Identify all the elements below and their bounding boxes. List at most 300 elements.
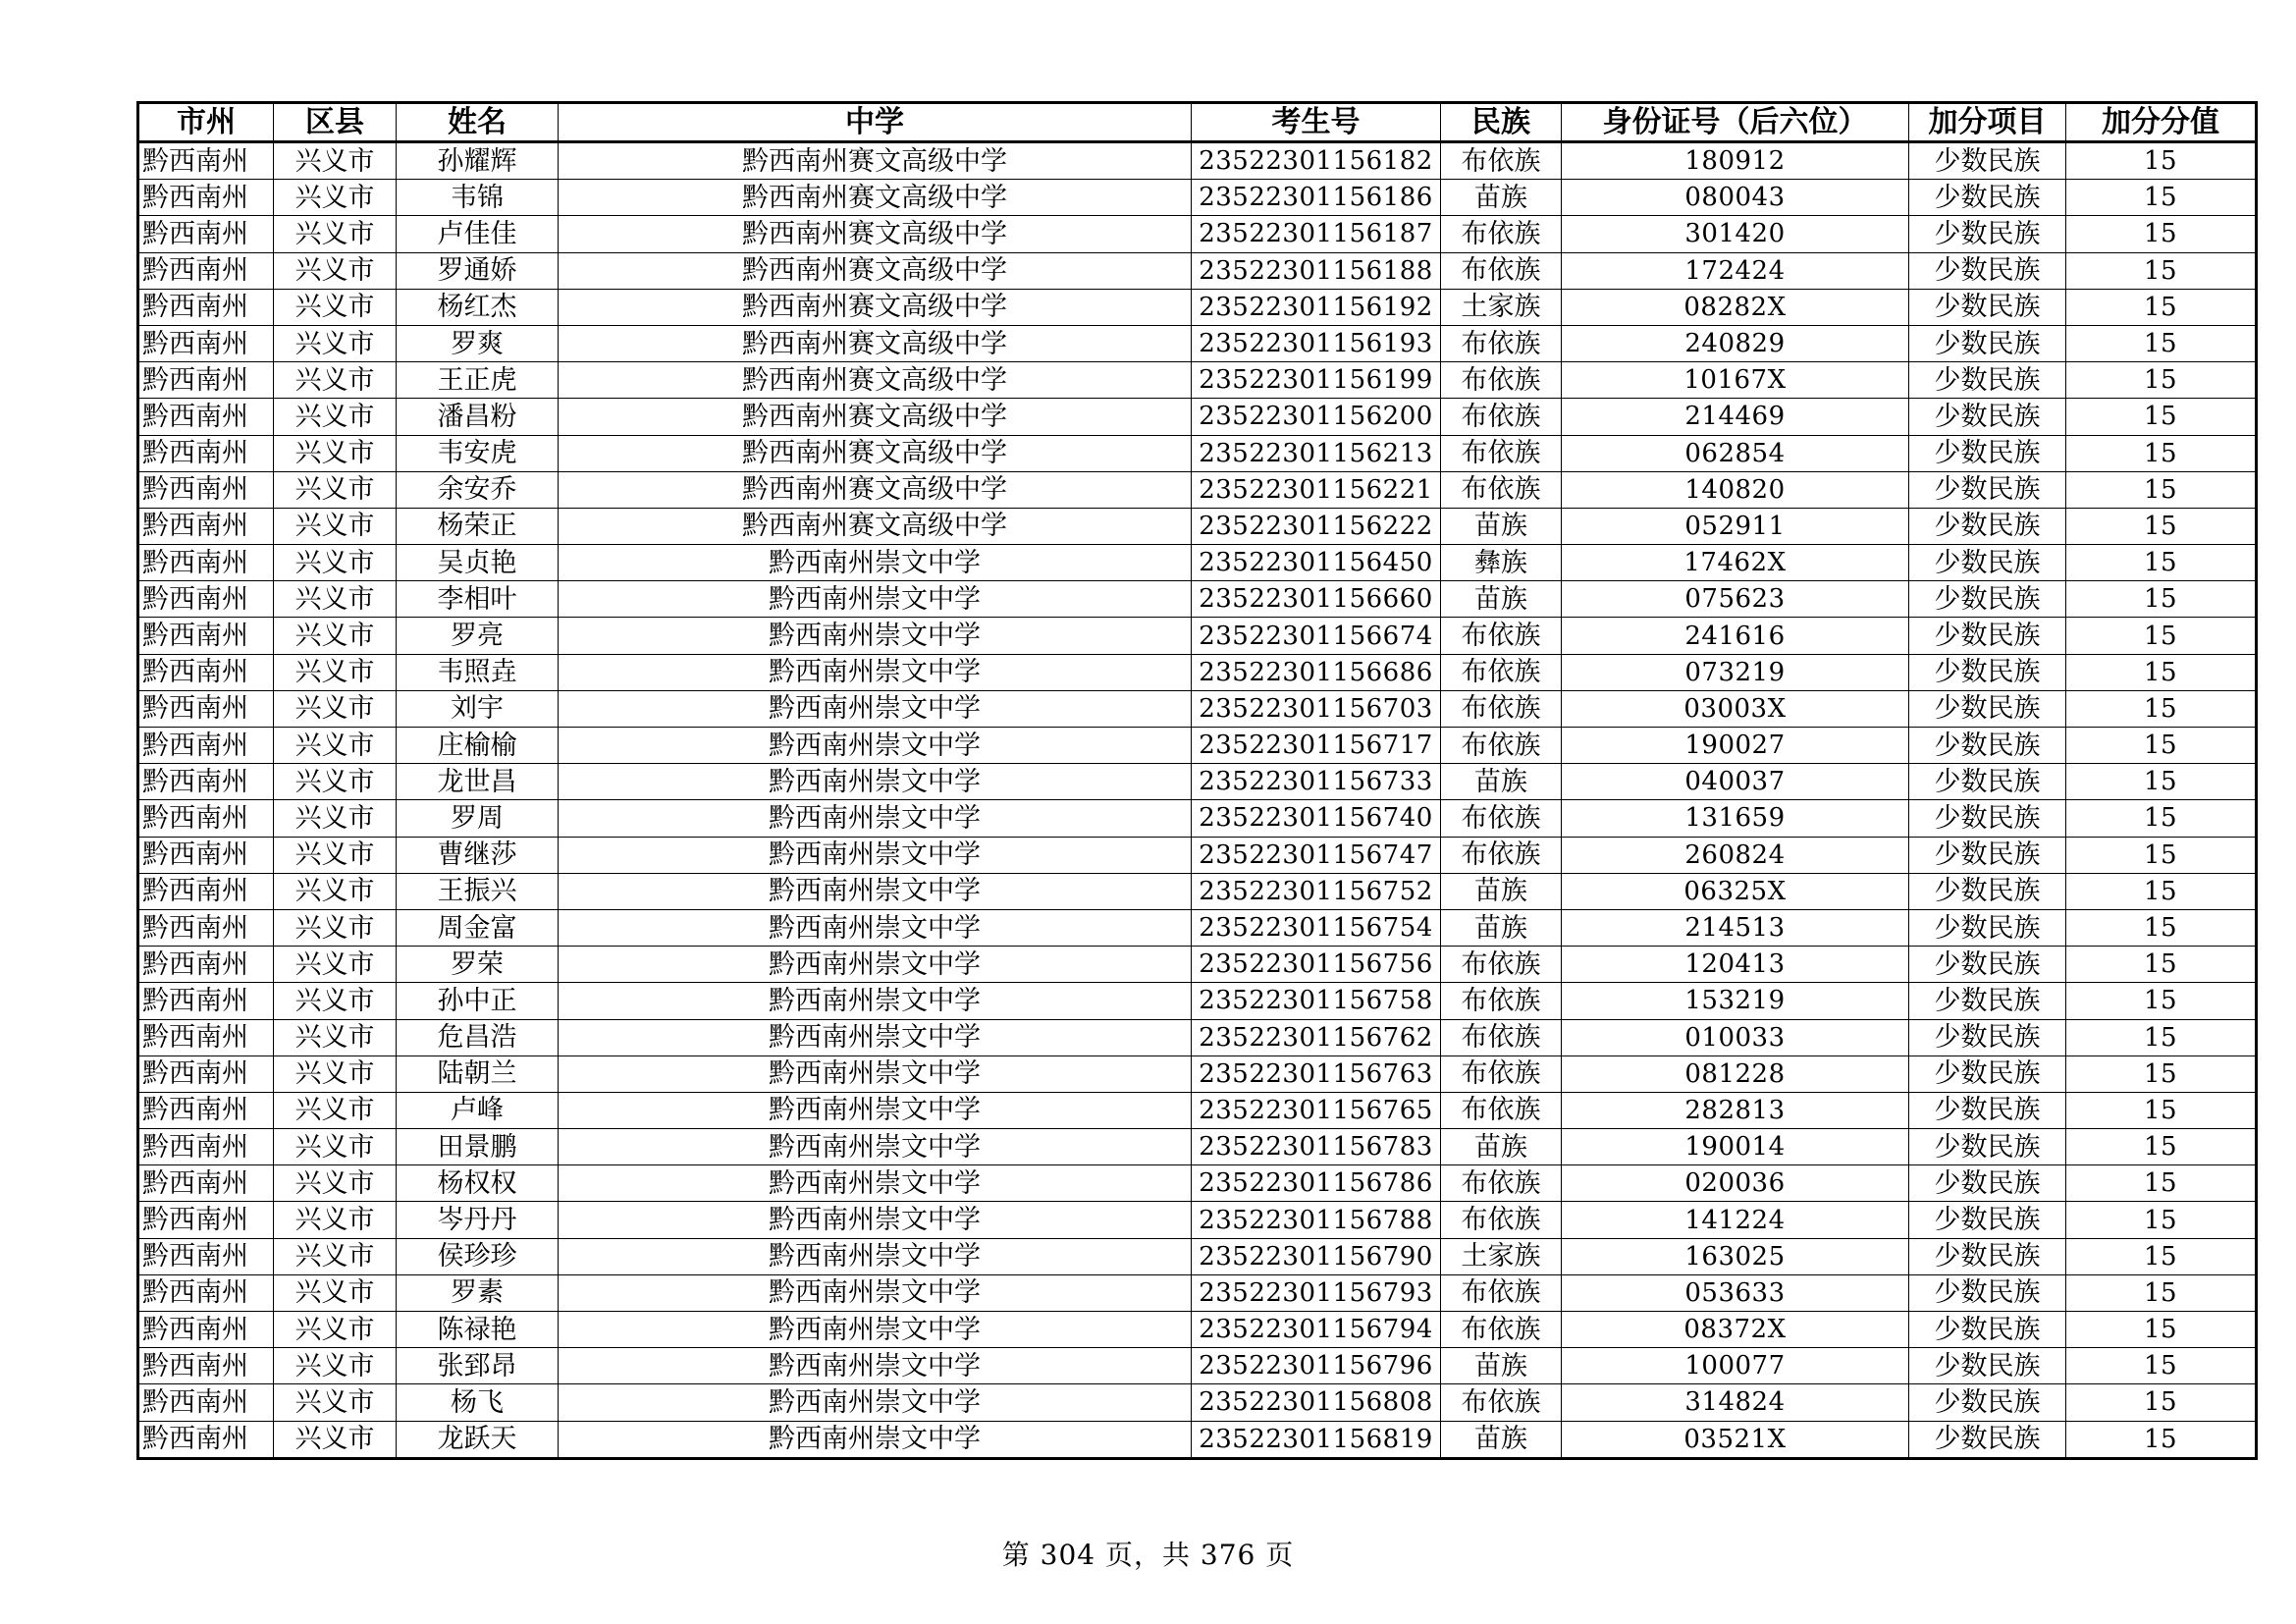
cell-exam-number: 23522301156740 bbox=[1192, 800, 1441, 837]
cell-city: 黔西南州 bbox=[138, 1421, 274, 1458]
cell-id-last-six: 163025 bbox=[1562, 1238, 1909, 1274]
cell-ethnicity: 苗族 bbox=[1441, 1129, 1562, 1165]
cell-exam-number: 23522301156788 bbox=[1192, 1202, 1441, 1238]
cell-ethnicity: 布依族 bbox=[1441, 1202, 1562, 1238]
cell-county: 兴义市 bbox=[274, 1348, 397, 1384]
cell-name: 卢峰 bbox=[397, 1092, 559, 1128]
cell-bonus-value: 15 bbox=[2066, 947, 2257, 983]
cell-id-last-six: 075623 bbox=[1562, 581, 1909, 618]
cell-ethnicity: 布依族 bbox=[1441, 1165, 1562, 1202]
cell-city: 黔西南州 bbox=[138, 1129, 274, 1165]
cell-id-last-six: 214469 bbox=[1562, 399, 1909, 435]
cell-bonus-value: 15 bbox=[2066, 1274, 2257, 1311]
cell-school: 黔西南州崇文中学 bbox=[559, 873, 1192, 909]
cell-bonus-item: 少数民族 bbox=[1909, 180, 2066, 216]
cell-name: 韦锦 bbox=[397, 180, 559, 216]
cell-ethnicity: 布依族 bbox=[1441, 728, 1562, 764]
table-row bbox=[138, 180, 2257, 216]
cell-city: 黔西南州 bbox=[138, 545, 274, 581]
cell-ethnicity: 布依族 bbox=[1441, 325, 1562, 361]
cell-city: 黔西南州 bbox=[138, 581, 274, 618]
cell-id-last-six: 073219 bbox=[1562, 654, 1909, 690]
cell-ethnicity: 布依族 bbox=[1441, 216, 1562, 252]
cell-bonus-item: 少数民族 bbox=[1909, 1202, 2066, 1238]
cell-county: 兴义市 bbox=[274, 654, 397, 690]
cell-exam-number: 23522301156762 bbox=[1192, 1019, 1441, 1056]
cell-county: 兴义市 bbox=[274, 909, 397, 946]
cell-ethnicity: 布依族 bbox=[1441, 1019, 1562, 1056]
cell-id-last-six: 020036 bbox=[1562, 1165, 1909, 1202]
cell-county: 兴义市 bbox=[274, 142, 397, 180]
cell-school: 黔西南州崇文中学 bbox=[559, 581, 1192, 618]
cell-school: 黔西南州崇文中学 bbox=[559, 728, 1192, 764]
cell-name: 周金富 bbox=[397, 909, 559, 946]
cell-bonus-value: 15 bbox=[2066, 728, 2257, 764]
cell-bonus-item: 少数民族 bbox=[1909, 909, 2066, 946]
cell-bonus-item: 少数民族 bbox=[1909, 690, 2066, 727]
cell-bonus-item: 少数民族 bbox=[1909, 1312, 2066, 1348]
cell-exam-number: 23522301156747 bbox=[1192, 837, 1441, 873]
table-row bbox=[138, 690, 2257, 727]
cell-ethnicity: 布依族 bbox=[1441, 142, 1562, 180]
cell-school: 黔西南州赛文高级中学 bbox=[559, 142, 1192, 180]
cell-bonus-item: 少数民族 bbox=[1909, 873, 2066, 909]
cell-school: 黔西南州崇文中学 bbox=[559, 800, 1192, 837]
cell-county: 兴义市 bbox=[274, 947, 397, 983]
cell-city: 黔西南州 bbox=[138, 180, 274, 216]
table-row bbox=[138, 947, 2257, 983]
cell-name: 曹继莎 bbox=[397, 837, 559, 873]
cell-id-last-six: 190014 bbox=[1562, 1129, 1909, 1165]
header-bonus-value: 加分分值 bbox=[2066, 103, 2257, 142]
cell-name: 李相叶 bbox=[397, 581, 559, 618]
cell-city: 黔西南州 bbox=[138, 362, 274, 399]
cell-school: 黔西南州赛文高级中学 bbox=[559, 252, 1192, 289]
cell-name: 危昌浩 bbox=[397, 1019, 559, 1056]
cell-county: 兴义市 bbox=[274, 1202, 397, 1238]
cell-city: 黔西南州 bbox=[138, 800, 274, 837]
cell-city: 黔西南州 bbox=[138, 1384, 274, 1421]
cell-city: 黔西南州 bbox=[138, 435, 274, 471]
cell-bonus-value: 15 bbox=[2066, 252, 2257, 289]
cell-bonus-item: 少数民族 bbox=[1909, 1274, 2066, 1311]
cell-city: 黔西南州 bbox=[138, 1165, 274, 1202]
cell-exam-number: 23522301156733 bbox=[1192, 764, 1441, 800]
table-body bbox=[138, 142, 2257, 1459]
cell-ethnicity: 布依族 bbox=[1441, 1312, 1562, 1348]
cell-school: 黔西南州崇文中学 bbox=[559, 1202, 1192, 1238]
page-number: 第 304 页，共 376 页 bbox=[1001, 1539, 1295, 1571]
cell-bonus-value: 15 bbox=[2066, 837, 2257, 873]
cell-id-last-six: 040037 bbox=[1562, 764, 1909, 800]
cell-county: 兴义市 bbox=[274, 252, 397, 289]
cell-bonus-item: 少数民族 bbox=[1909, 581, 2066, 618]
table-row bbox=[138, 142, 2257, 180]
cell-name: 侯珍珍 bbox=[397, 1238, 559, 1274]
cell-bonus-value: 15 bbox=[2066, 399, 2257, 435]
cell-school: 黔西南州赛文高级中学 bbox=[559, 325, 1192, 361]
cell-ethnicity: 苗族 bbox=[1441, 909, 1562, 946]
cell-city: 黔西南州 bbox=[138, 618, 274, 654]
cell-city: 黔西南州 bbox=[138, 325, 274, 361]
cell-id-last-six: 282813 bbox=[1562, 1092, 1909, 1128]
cell-name: 田景鹏 bbox=[397, 1129, 559, 1165]
cell-id-last-six: 03521X bbox=[1562, 1421, 1909, 1458]
cell-exam-number: 23522301156752 bbox=[1192, 873, 1441, 909]
cell-city: 黔西南州 bbox=[138, 216, 274, 252]
cell-ethnicity: 布依族 bbox=[1441, 399, 1562, 435]
cell-exam-number: 23522301156186 bbox=[1192, 180, 1441, 216]
cell-ethnicity: 苗族 bbox=[1441, 1348, 1562, 1384]
cell-bonus-item: 少数民族 bbox=[1909, 1092, 2066, 1128]
cell-county: 兴义市 bbox=[274, 837, 397, 873]
cell-id-last-six: 080043 bbox=[1562, 180, 1909, 216]
table-row bbox=[138, 618, 2257, 654]
cell-school: 黔西南州崇文中学 bbox=[559, 909, 1192, 946]
cell-school: 黔西南州崇文中学 bbox=[559, 1312, 1192, 1348]
cell-id-last-six: 172424 bbox=[1562, 252, 1909, 289]
table-row bbox=[138, 800, 2257, 837]
header-id-last-six: 身份证号（后六位） bbox=[1562, 103, 1909, 142]
cell-ethnicity: 布依族 bbox=[1441, 837, 1562, 873]
cell-id-last-six: 10167X bbox=[1562, 362, 1909, 399]
cell-county: 兴义市 bbox=[274, 1421, 397, 1458]
cell-name: 王正虎 bbox=[397, 362, 559, 399]
cell-name: 孙中正 bbox=[397, 983, 559, 1019]
cell-bonus-item: 少数民族 bbox=[1909, 471, 2066, 508]
cell-exam-number: 23522301156450 bbox=[1192, 545, 1441, 581]
cell-ethnicity: 苗族 bbox=[1441, 581, 1562, 618]
cell-name: 庄榆榆 bbox=[397, 728, 559, 764]
cell-bonus-item: 少数民族 bbox=[1909, 800, 2066, 837]
cell-exam-number: 23522301156763 bbox=[1192, 1056, 1441, 1092]
cell-ethnicity: 苗族 bbox=[1441, 873, 1562, 909]
cell-city: 黔西南州 bbox=[138, 654, 274, 690]
cell-name: 余安乔 bbox=[397, 471, 559, 508]
cell-bonus-value: 15 bbox=[2066, 508, 2257, 544]
cell-county: 兴义市 bbox=[274, 289, 397, 325]
cell-school: 黔西南州崇文中学 bbox=[559, 654, 1192, 690]
cell-city: 黔西南州 bbox=[138, 1312, 274, 1348]
cell-city: 黔西南州 bbox=[138, 873, 274, 909]
cell-bonus-value: 15 bbox=[2066, 690, 2257, 727]
cell-id-last-six: 153219 bbox=[1562, 983, 1909, 1019]
cell-bonus-value: 15 bbox=[2066, 1165, 2257, 1202]
cell-ethnicity: 土家族 bbox=[1441, 1238, 1562, 1274]
cell-name: 杨红杰 bbox=[397, 289, 559, 325]
cell-city: 黔西南州 bbox=[138, 1092, 274, 1128]
table-row bbox=[138, 435, 2257, 471]
cell-bonus-value: 15 bbox=[2066, 1312, 2257, 1348]
bonus-points-table bbox=[136, 101, 2258, 1460]
table-row bbox=[138, 983, 2257, 1019]
cell-school: 黔西南州崇文中学 bbox=[559, 1274, 1192, 1311]
cell-name: 罗亮 bbox=[397, 618, 559, 654]
table-row bbox=[138, 289, 2257, 325]
cell-bonus-value: 15 bbox=[2066, 1348, 2257, 1384]
cell-id-last-six: 053633 bbox=[1562, 1274, 1909, 1311]
cell-bonus-item: 少数民族 bbox=[1909, 1421, 2066, 1458]
cell-bonus-item: 少数民族 bbox=[1909, 983, 2066, 1019]
table-row bbox=[138, 1348, 2257, 1384]
cell-ethnicity: 布依族 bbox=[1441, 618, 1562, 654]
cell-id-last-six: 052911 bbox=[1562, 508, 1909, 544]
table-row bbox=[138, 362, 2257, 399]
cell-name: 杨飞 bbox=[397, 1384, 559, 1421]
cell-county: 兴义市 bbox=[274, 690, 397, 727]
cell-name: 陆朝兰 bbox=[397, 1056, 559, 1092]
cell-bonus-value: 15 bbox=[2066, 654, 2257, 690]
table-row bbox=[138, 216, 2257, 252]
cell-school: 黔西南州崇文中学 bbox=[559, 947, 1192, 983]
cell-ethnicity: 布依族 bbox=[1441, 1056, 1562, 1092]
cell-city: 黔西南州 bbox=[138, 1348, 274, 1384]
cell-bonus-item: 少数民族 bbox=[1909, 325, 2066, 361]
cell-exam-number: 23522301156221 bbox=[1192, 471, 1441, 508]
cell-city: 黔西南州 bbox=[138, 1056, 274, 1092]
cell-school: 黔西南州赛文高级中学 bbox=[559, 508, 1192, 544]
header-name: 姓名 bbox=[397, 103, 559, 142]
cell-county: 兴义市 bbox=[274, 399, 397, 435]
cell-ethnicity: 布依族 bbox=[1441, 435, 1562, 471]
cell-city: 黔西南州 bbox=[138, 142, 274, 180]
table-row bbox=[138, 837, 2257, 873]
table-row bbox=[138, 1384, 2257, 1421]
table-row bbox=[138, 1312, 2257, 1348]
table-row bbox=[138, 252, 2257, 289]
cell-city: 黔西南州 bbox=[138, 690, 274, 727]
cell-ethnicity: 布依族 bbox=[1441, 983, 1562, 1019]
cell-bonus-item: 少数民族 bbox=[1909, 216, 2066, 252]
cell-ethnicity: 布依族 bbox=[1441, 1092, 1562, 1128]
cell-bonus-item: 少数民族 bbox=[1909, 362, 2066, 399]
table-row bbox=[138, 1274, 2257, 1311]
header-city: 市州 bbox=[138, 103, 274, 142]
cell-exam-number: 23522301156213 bbox=[1192, 435, 1441, 471]
table-row bbox=[138, 909, 2257, 946]
cell-bonus-item: 少数民族 bbox=[1909, 618, 2066, 654]
cell-bonus-value: 15 bbox=[2066, 180, 2257, 216]
cell-id-last-six: 214513 bbox=[1562, 909, 1909, 946]
cell-county: 兴义市 bbox=[274, 216, 397, 252]
cell-school: 黔西南州赛文高级中学 bbox=[559, 399, 1192, 435]
table-header-row bbox=[138, 103, 2257, 142]
cell-exam-number: 23522301156222 bbox=[1192, 508, 1441, 544]
cell-name: 罗通娇 bbox=[397, 252, 559, 289]
cell-bonus-value: 15 bbox=[2066, 1384, 2257, 1421]
cell-exam-number: 23522301156199 bbox=[1192, 362, 1441, 399]
cell-name: 龙跃天 bbox=[397, 1421, 559, 1458]
cell-id-last-six: 062854 bbox=[1562, 435, 1909, 471]
cell-county: 兴义市 bbox=[274, 180, 397, 216]
cell-exam-number: 23522301156660 bbox=[1192, 581, 1441, 618]
cell-ethnicity: 布依族 bbox=[1441, 947, 1562, 983]
cell-name: 罗荣 bbox=[397, 947, 559, 983]
cell-city: 黔西南州 bbox=[138, 983, 274, 1019]
cell-county: 兴义市 bbox=[274, 581, 397, 618]
cell-ethnicity: 土家族 bbox=[1441, 289, 1562, 325]
table-row bbox=[138, 873, 2257, 909]
cell-name: 王振兴 bbox=[397, 873, 559, 909]
cell-school: 黔西南州崇文中学 bbox=[559, 618, 1192, 654]
cell-bonus-value: 15 bbox=[2066, 764, 2257, 800]
cell-ethnicity: 苗族 bbox=[1441, 180, 1562, 216]
table-row bbox=[138, 545, 2257, 581]
cell-county: 兴义市 bbox=[274, 362, 397, 399]
cell-county: 兴义市 bbox=[274, 545, 397, 581]
table-row bbox=[138, 1019, 2257, 1056]
cell-bonus-value: 15 bbox=[2066, 581, 2257, 618]
table-row bbox=[138, 581, 2257, 618]
cell-bonus-item: 少数民族 bbox=[1909, 545, 2066, 581]
cell-city: 黔西南州 bbox=[138, 837, 274, 873]
table-row bbox=[138, 1202, 2257, 1238]
cell-ethnicity: 苗族 bbox=[1441, 764, 1562, 800]
cell-county: 兴义市 bbox=[274, 1274, 397, 1311]
cell-id-last-six: 314824 bbox=[1562, 1384, 1909, 1421]
cell-school: 黔西南州崇文中学 bbox=[559, 1238, 1192, 1274]
cell-id-last-six: 141224 bbox=[1562, 1202, 1909, 1238]
cell-school: 黔西南州崇文中学 bbox=[559, 1019, 1192, 1056]
cell-name: 孙耀辉 bbox=[397, 142, 559, 180]
table-row bbox=[138, 728, 2257, 764]
cell-ethnicity: 彝族 bbox=[1441, 545, 1562, 581]
cell-bonus-value: 15 bbox=[2066, 1202, 2257, 1238]
cell-city: 黔西南州 bbox=[138, 399, 274, 435]
cell-city: 黔西南州 bbox=[138, 728, 274, 764]
cell-county: 兴义市 bbox=[274, 1165, 397, 1202]
cell-county: 兴义市 bbox=[274, 1238, 397, 1274]
cell-school: 黔西南州崇文中学 bbox=[559, 764, 1192, 800]
cell-exam-number: 23522301156819 bbox=[1192, 1421, 1441, 1458]
cell-id-last-six: 260824 bbox=[1562, 837, 1909, 873]
cell-exam-number: 23522301156717 bbox=[1192, 728, 1441, 764]
cell-id-last-six: 180912 bbox=[1562, 142, 1909, 180]
cell-bonus-value: 15 bbox=[2066, 909, 2257, 946]
cell-school: 黔西南州崇文中学 bbox=[559, 983, 1192, 1019]
cell-school: 黔西南州崇文中学 bbox=[559, 1421, 1192, 1458]
cell-county: 兴义市 bbox=[274, 1384, 397, 1421]
cell-exam-number: 23522301156686 bbox=[1192, 654, 1441, 690]
cell-school: 黔西南州崇文中学 bbox=[559, 1348, 1192, 1384]
cell-county: 兴义市 bbox=[274, 983, 397, 1019]
cell-id-last-six: 08372X bbox=[1562, 1312, 1909, 1348]
cell-school: 黔西南州赛文高级中学 bbox=[559, 435, 1192, 471]
cell-bonus-value: 15 bbox=[2066, 325, 2257, 361]
cell-school: 黔西南州崇文中学 bbox=[559, 1092, 1192, 1128]
cell-bonus-value: 15 bbox=[2066, 471, 2257, 508]
cell-bonus-item: 少数民族 bbox=[1909, 142, 2066, 180]
cell-bonus-value: 15 bbox=[2066, 216, 2257, 252]
cell-id-last-six: 17462X bbox=[1562, 545, 1909, 581]
cell-bonus-item: 少数民族 bbox=[1909, 654, 2066, 690]
table-row bbox=[138, 1165, 2257, 1202]
cell-exam-number: 23522301156783 bbox=[1192, 1129, 1441, 1165]
cell-bonus-value: 15 bbox=[2066, 435, 2257, 471]
cell-bonus-item: 少数民族 bbox=[1909, 1238, 2066, 1274]
cell-ethnicity: 布依族 bbox=[1441, 362, 1562, 399]
cell-county: 兴义市 bbox=[274, 764, 397, 800]
cell-county: 兴义市 bbox=[274, 325, 397, 361]
cell-id-last-six: 120413 bbox=[1562, 947, 1909, 983]
cell-county: 兴义市 bbox=[274, 800, 397, 837]
table-row bbox=[138, 1092, 2257, 1128]
cell-exam-number: 23522301156754 bbox=[1192, 909, 1441, 946]
cell-id-last-six: 03003X bbox=[1562, 690, 1909, 727]
cell-bonus-value: 15 bbox=[2066, 800, 2257, 837]
cell-exam-number: 23522301156793 bbox=[1192, 1274, 1441, 1311]
cell-bonus-value: 15 bbox=[2066, 289, 2257, 325]
cell-city: 黔西南州 bbox=[138, 1202, 274, 1238]
cell-id-last-six: 301420 bbox=[1562, 216, 1909, 252]
cell-bonus-item: 少数民族 bbox=[1909, 1348, 2066, 1384]
cell-bonus-value: 15 bbox=[2066, 1092, 2257, 1128]
cell-school: 黔西南州崇文中学 bbox=[559, 545, 1192, 581]
cell-id-last-six: 240829 bbox=[1562, 325, 1909, 361]
cell-exam-number: 23522301156786 bbox=[1192, 1165, 1441, 1202]
cell-bonus-value: 15 bbox=[2066, 1019, 2257, 1056]
cell-city: 黔西南州 bbox=[138, 947, 274, 983]
cell-bonus-item: 少数民族 bbox=[1909, 1056, 2066, 1092]
cell-exam-number: 23522301156756 bbox=[1192, 947, 1441, 983]
cell-id-last-six: 08282X bbox=[1562, 289, 1909, 325]
cell-name: 罗素 bbox=[397, 1274, 559, 1311]
cell-bonus-value: 15 bbox=[2066, 618, 2257, 654]
cell-school: 黔西南州崇文中学 bbox=[559, 837, 1192, 873]
table-row bbox=[138, 508, 2257, 544]
table-row bbox=[138, 1238, 2257, 1274]
cell-exam-number: 23522301156796 bbox=[1192, 1348, 1441, 1384]
cell-exam-number: 23522301156192 bbox=[1192, 289, 1441, 325]
cell-city: 黔西南州 bbox=[138, 289, 274, 325]
cell-name: 杨荣正 bbox=[397, 508, 559, 544]
cell-city: 黔西南州 bbox=[138, 909, 274, 946]
cell-bonus-item: 少数民族 bbox=[1909, 252, 2066, 289]
cell-name: 龙世昌 bbox=[397, 764, 559, 800]
cell-id-last-six: 131659 bbox=[1562, 800, 1909, 837]
cell-bonus-value: 15 bbox=[2066, 873, 2257, 909]
cell-city: 黔西南州 bbox=[138, 1019, 274, 1056]
cell-school: 黔西南州崇文中学 bbox=[559, 690, 1192, 727]
cell-school: 黔西南州崇文中学 bbox=[559, 1129, 1192, 1165]
cell-exam-number: 23522301156790 bbox=[1192, 1238, 1441, 1274]
cell-ethnicity: 布依族 bbox=[1441, 654, 1562, 690]
table-row bbox=[138, 399, 2257, 435]
cell-county: 兴义市 bbox=[274, 1019, 397, 1056]
table-row bbox=[138, 325, 2257, 361]
cell-bonus-value: 15 bbox=[2066, 1421, 2257, 1458]
cell-name: 卢佳佳 bbox=[397, 216, 559, 252]
cell-bonus-item: 少数民族 bbox=[1909, 837, 2066, 873]
cell-ethnicity: 苗族 bbox=[1441, 1421, 1562, 1458]
cell-id-last-six: 100077 bbox=[1562, 1348, 1909, 1384]
header-bonus-item: 加分项目 bbox=[1909, 103, 2066, 142]
cell-county: 兴义市 bbox=[274, 1092, 397, 1128]
table-row bbox=[138, 764, 2257, 800]
cell-name: 杨权权 bbox=[397, 1165, 559, 1202]
cell-county: 兴义市 bbox=[274, 728, 397, 764]
header-exam-number: 考生号 bbox=[1192, 103, 1441, 142]
cell-bonus-value: 15 bbox=[2066, 1056, 2257, 1092]
cell-id-last-six: 081228 bbox=[1562, 1056, 1909, 1092]
cell-id-last-six: 06325X bbox=[1562, 873, 1909, 909]
cell-id-last-six: 241616 bbox=[1562, 618, 1909, 654]
cell-bonus-item: 少数民族 bbox=[1909, 289, 2066, 325]
cell-name: 罗周 bbox=[397, 800, 559, 837]
cell-exam-number: 23522301156794 bbox=[1192, 1312, 1441, 1348]
cell-ethnicity: 布依族 bbox=[1441, 1384, 1562, 1421]
header-school: 中学 bbox=[559, 103, 1192, 142]
